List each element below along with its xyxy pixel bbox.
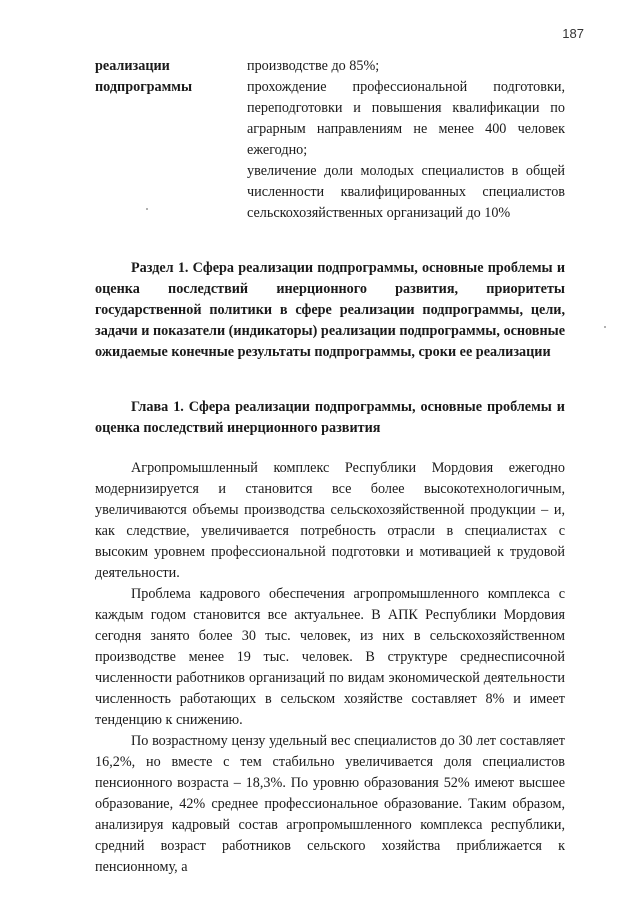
body-paragraph: По возрастному цензу удельный вес специалистов до 30 лет составляет 16,2%, но вместе с тем стабильно увеличивается доля специалистов пенсионного возраста – 18,3%. По уровню образования 52% имеют высшее образование, 42% среднее профессиональное образование. Таким образом, анализируя кадровый состав агропромышленного комплекса республики, средний возраст работников сельского хозяйства приближается к пенсионному, а: [95, 733, 565, 875]
body-paragraph: Агропромышленный комплекс Республики Мордовия ежегодно модернизируется и становится все более высокотехнологичным, увеличиваются объемы производства сельскохозяйственной продукции – и, как следствие, увеличивается потребность отрасли в специалистах с высоким уровнем профессиональной подготовки и мотивацией к трудовой деятельности.: [95, 460, 565, 581]
scan-speck: [146, 208, 148, 210]
section-heading: Раздел 1. Сфера реализации подпрограммы, основные проблемы и оценка последствий инерционного развития, приоритеты государственной политики в сфере реализации подпрограммы, цели, задачи и показатели (индикаторы) реализации подпрограммы, основные ожидаемые конечные результаты подпрограммы, сроки ее реализации: [95, 260, 565, 360]
table-label-line: реализации: [95, 58, 170, 74]
scan-speck: [604, 326, 606, 328]
table-value-item: прохождение профессиональной подготовки, переподготовки и повышения квалификации по аграрным направлениям не менее 400 человек ежегодно;: [247, 79, 565, 158]
table-value-item: производстве до 85%;: [247, 58, 380, 74]
table-label-line: подпрограммы: [95, 79, 193, 95]
chapter-heading-block: [95, 397, 565, 439]
page-number: 187: [562, 26, 584, 41]
table-value-cell: [247, 56, 565, 224]
table-label-cell: [95, 56, 247, 224]
passport-table-fragment: [95, 56, 565, 224]
body-text: [95, 458, 565, 878]
table-value-item: увеличение доли молодых специалистов в общей численности квалифицированных специалистов сельскохозяйственных организаций до 10%: [247, 163, 565, 221]
section-heading-block: [95, 258, 565, 363]
body-paragraph: Проблема кадрового обеспечения агропромышленного комплекса с каждым годом становится все актуальнее. В АПК Республики Мордовия сегодня занято более 30 тыс. человек, из них в сельскохозяйственном производстве менее 19 тыс. человек. В структуре среднесписочной численности работников организаций по видам экономической деятельности численность работающих в сельском хозяйстве составляет 8% и имеет тенденцию к снижению.: [95, 586, 565, 728]
chapter-heading: Глава 1. Сфера реализации подпрограммы, основные проблемы и оценка последствий инерционного развития: [95, 399, 565, 436]
